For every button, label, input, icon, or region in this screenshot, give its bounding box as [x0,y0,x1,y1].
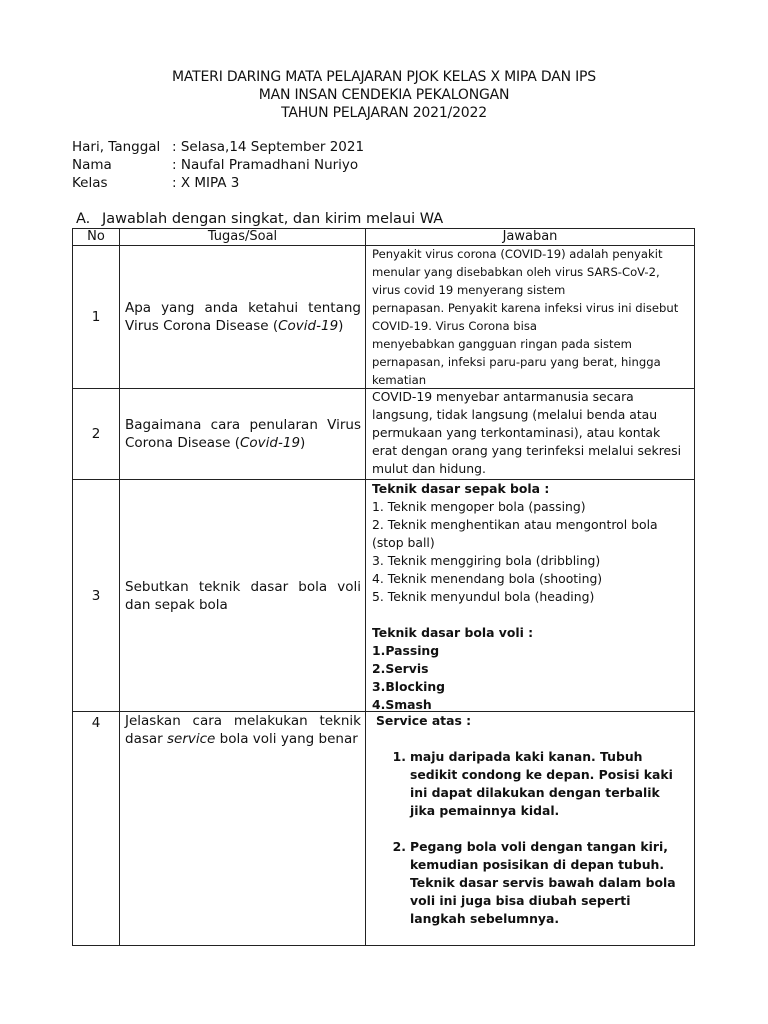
list-text: maju daripada kaki kanan. Tubuh sedikit condong ke depan. Posisi kaki ini dapat dilakukan dengan terbalik jika pemainnya kidal. [410,749,673,818]
spacer [376,730,682,748]
question-cell [120,712,365,752]
date-label: Hari, Tanggal [72,139,161,155]
row-number: 1 [91,309,101,325]
question-text-end: ) [300,435,306,451]
info-row-name [72,156,358,174]
answer-line: COVID-19 menyebar antarmanusia secara [372,389,634,404]
list-number: 2. [392,839,406,854]
answer-list-item [376,838,682,928]
column-header-answer: Jawaban [502,229,558,244]
answer-line: Penyakit virus corona (COVID-19) adalah penyakit [372,247,663,261]
answer-line: 1.Passing [372,643,440,658]
row-number: 4 [91,715,101,731]
answer-subtitle: Teknik dasar bola voli : [372,625,534,640]
question-text-end: bola voli yang benar [215,731,358,747]
answer-line: erat dengan orang yang terinfeksi melalui sekresi [372,443,682,458]
question-text: Apa yang anda ketahui tentang Virus Corona Disease ( [125,300,361,334]
document-title-line-2: MAN INSAN CENDEKIA PEKALONGAN [258,87,510,103]
name-value: : Naufal Pramadhani Nuriyo [172,157,359,173]
answer-line: COVID-19. Virus Corona bisa [372,319,537,333]
row-number: 3 [91,587,101,604]
answer-line: 3. Teknik menggiring bola (dribbling) [372,553,601,568]
question-cell [120,389,365,479]
answer-line: langsung, tidak langsung (melalui benda atau [372,407,658,422]
answer-line: pernapasan. Penyakit karena infeksi virus ini disebut [372,301,679,315]
answer-line: kematian [372,373,427,387]
answer-cell [366,388,694,479]
answer-line: menular yang disebabkan oleh virus SARS-CoV-2, [372,265,660,279]
answer-list-item [376,748,682,820]
section-letter: A. [76,211,91,227]
spacer [372,606,692,624]
info-row-date [72,138,364,156]
question-text: Jelaskan cara melakukan teknik dasar [125,713,361,747]
list-text: Pegang bola voli dengan tangan kiri, kemudian posisikan di depan tubuh. Teknik dasar servis bawah dalam bola voli ini juga bisa diubah seperti langkah sebelumnya. [410,839,676,926]
answer-cell [366,245,706,388]
spacer [376,820,682,838]
column-header-no: No [87,229,105,244]
answer-cell [366,712,694,945]
class-label: Kelas [72,175,108,191]
answer-line: 2.Servis [372,661,429,676]
row-number: 2 [91,426,101,442]
info-row-class [72,174,239,192]
document-title-line-3: TAHUN PELAJARAN 2021/2022 [281,105,487,121]
date-value: : Selasa,14 September 2021 [172,139,365,155]
question-cell [120,246,365,388]
question-italic-text: Covid-19 [278,318,339,334]
column-header-task: Tugas/Soal [207,229,278,244]
document-title-line-1: MATERI DARING MATA PELAJARAN PJOK KELAS X MIPA DAN IPS [172,69,596,85]
section-heading [76,209,443,229]
answer-cell [366,480,694,711]
question-italic-text: Covid-19 [239,435,301,451]
name-label: Nama [72,157,112,173]
answer-line: virus covid 19 menyerang sistem [372,283,566,297]
list-number: 1. [392,749,406,764]
question-text: Sebutkan teknik dasar bola voli dan sepak bola [125,578,361,613]
answer-line: 4. Teknik menendang bola (shooting) [372,571,603,586]
answer-subtitle: Teknik dasar sepak bola : [372,481,550,496]
answer-table [72,228,695,946]
answer-line: 4.Smash [372,697,432,712]
answer-line: 5. Teknik menyundul bola (heading) [372,589,595,604]
answer-line: mulut dan hidung. [372,461,486,476]
question-cell [120,480,365,711]
table-border-bottom [72,945,695,946]
question-italic-text: service [167,731,216,747]
answer-line: 3.Blocking [372,679,446,694]
answer-line: menyebabkan gangguan ringan pada sistem [372,337,632,351]
answer-subtitle: Service atas : [376,713,472,728]
question-text: Bagaimana cara penularan Virus Corona Disease ( [125,417,361,451]
section-text: Jawablah dengan singkat, dan kirim melaui WA [102,211,444,227]
answer-line: 1. Teknik mengoper bola (passing) [372,499,586,514]
answer-line: permukaan yang terkontaminasi), atau kontak [372,425,661,440]
class-value: : X MIPA 3 [172,175,240,191]
answer-line: pernapasan, infeksi paru-paru yang berat, hingga [372,355,661,369]
answer-line: (stop ball) [372,535,435,550]
answer-line: 2. Teknik menghentikan atau mengontrol bola [372,517,658,532]
question-text-end: ) [338,318,344,334]
